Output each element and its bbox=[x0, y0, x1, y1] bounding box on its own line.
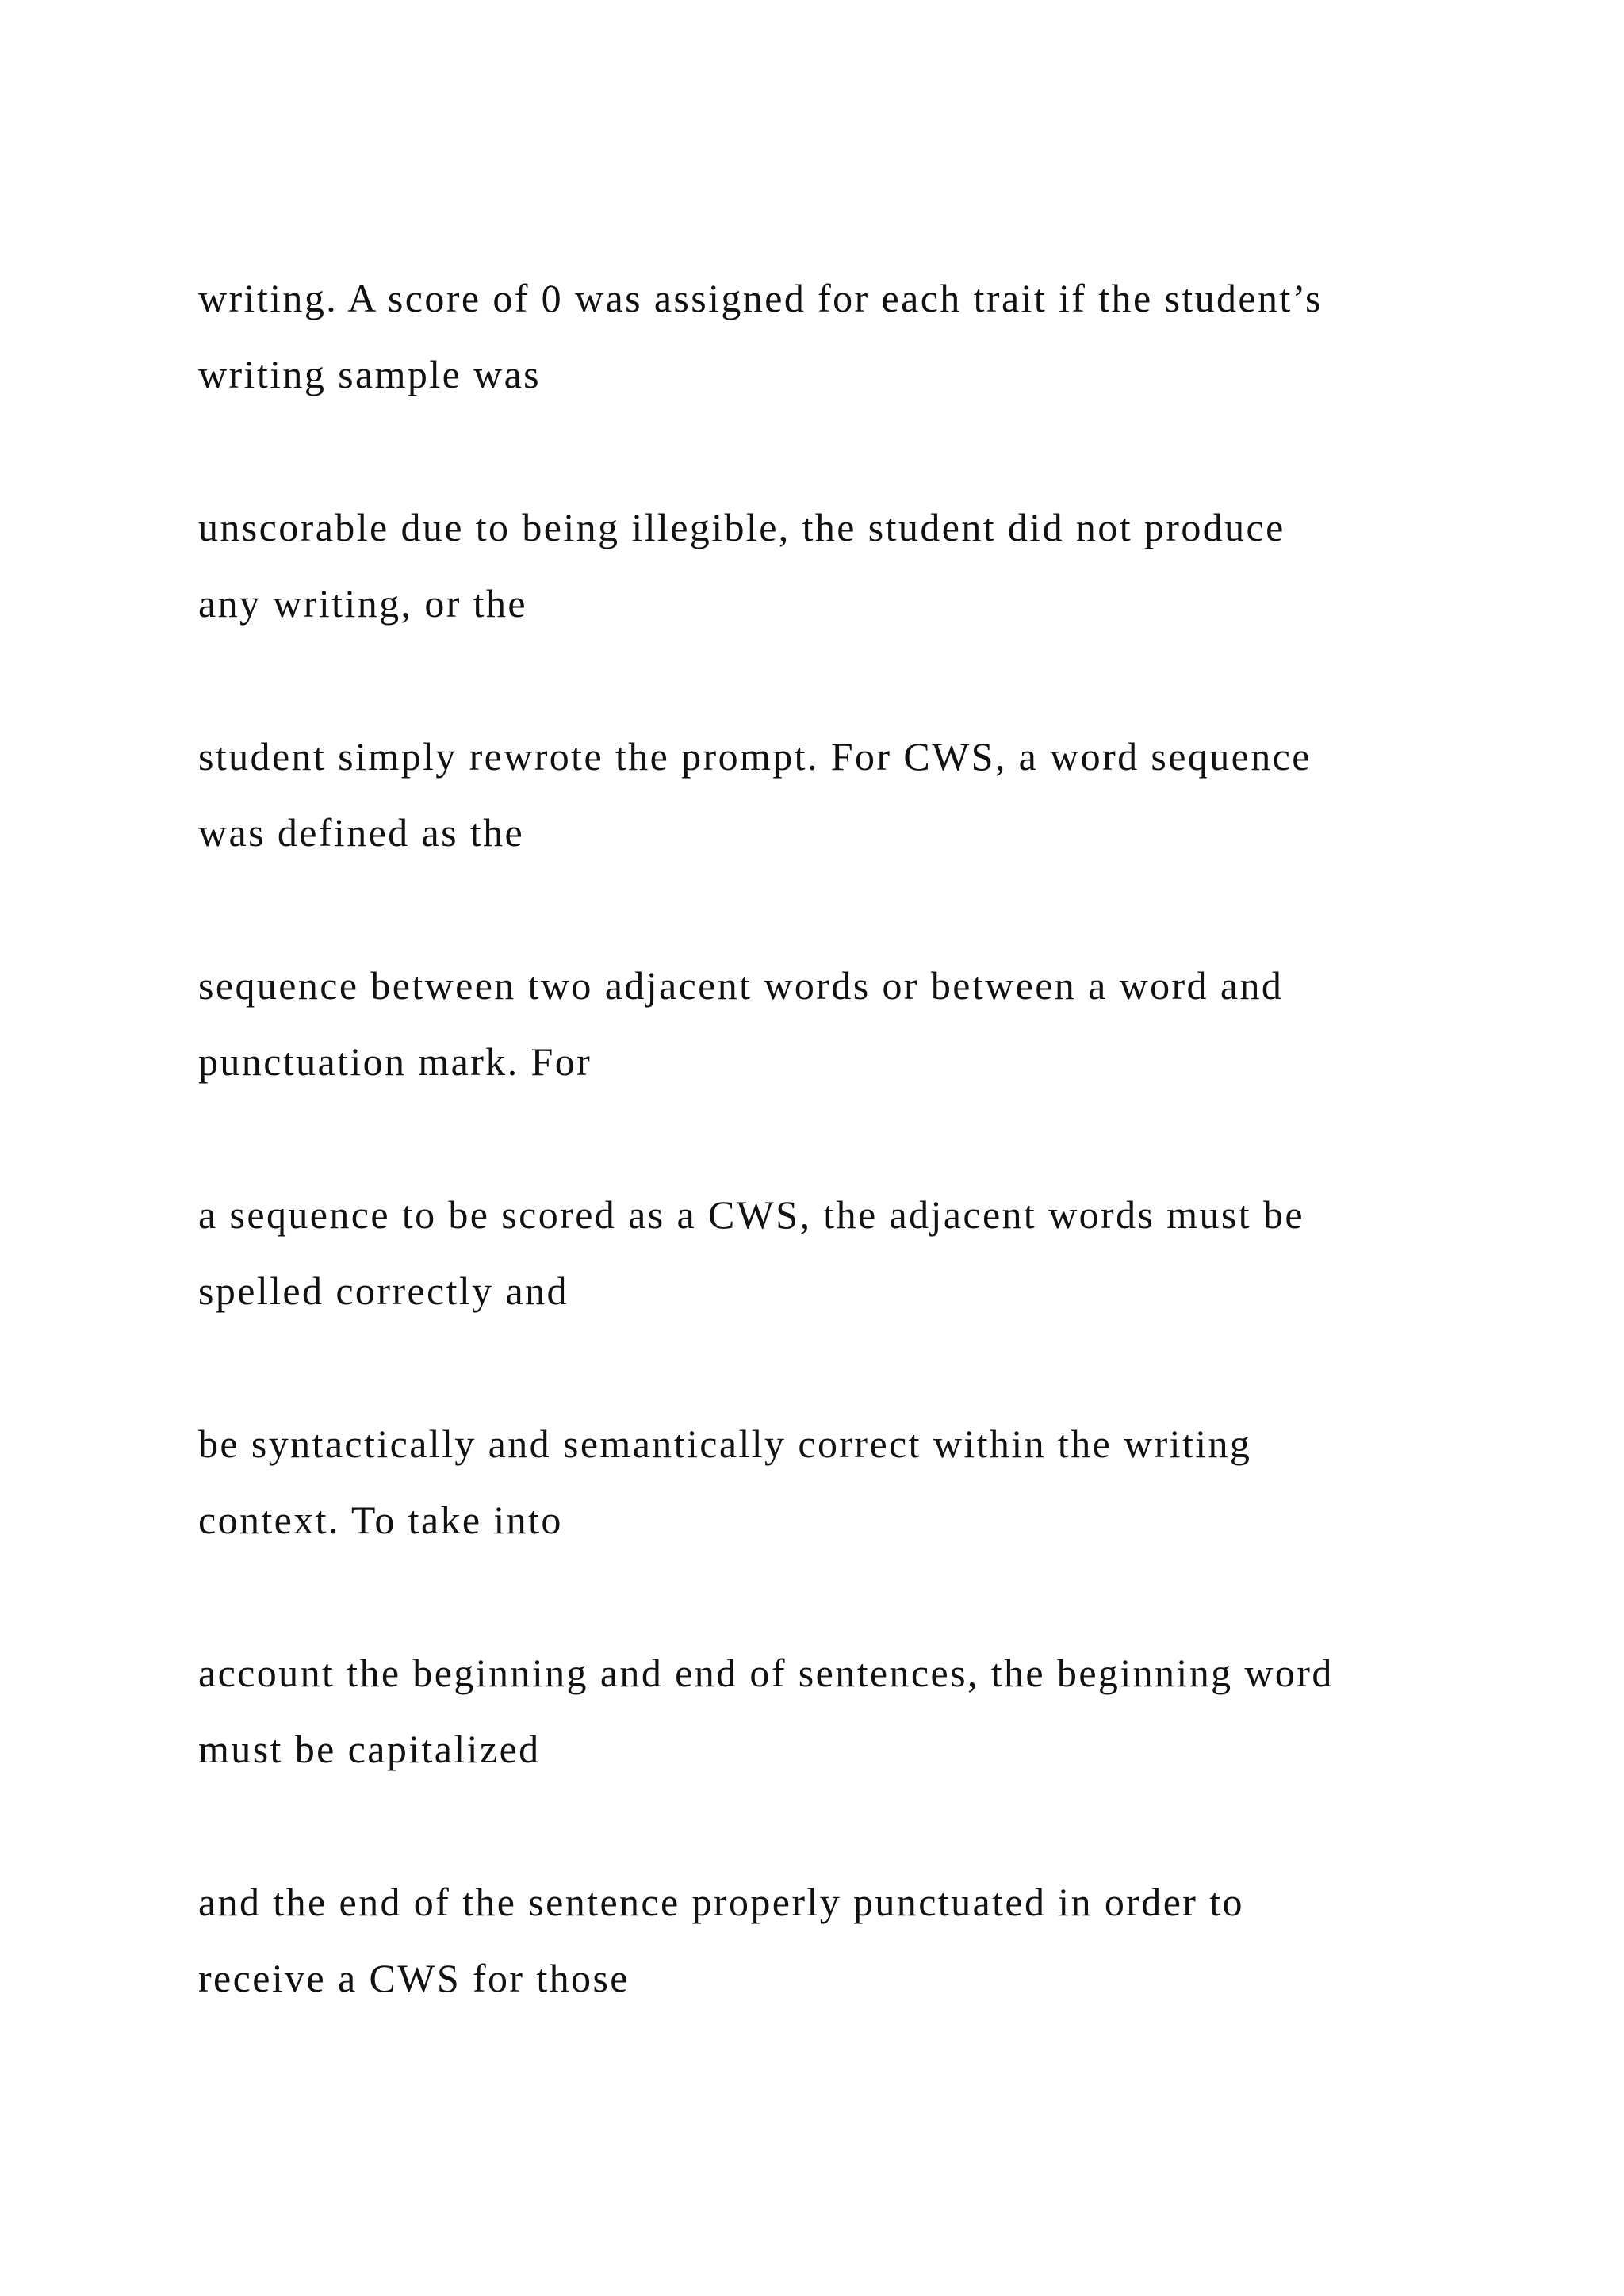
text-line: punctuation mark. For bbox=[198, 1039, 592, 1084]
text-line: any writing, or the bbox=[198, 581, 527, 626]
text-line: student simply rewrote the prompt. For CWS, a word sequence bbox=[198, 734, 1312, 779]
text-line: a sequence to be scored as a CWS, the adjacent words must be bbox=[198, 1192, 1304, 1237]
body-text bbox=[198, 260, 1546, 2093]
text-line: writing sample was bbox=[198, 352, 542, 396]
paragraph bbox=[198, 718, 1546, 871]
paragraph bbox=[198, 947, 1546, 1100]
text-line: writing. A score of 0 was assigned for each trait if the student’s bbox=[198, 276, 1323, 320]
paragraph bbox=[198, 1406, 1546, 1558]
paragraph bbox=[198, 489, 1546, 641]
text-line: account the beginning and end of sentences, the beginning word bbox=[198, 1651, 1334, 1695]
text-line: context. To take into bbox=[198, 1498, 563, 1542]
text-line: receive a CWS for those bbox=[198, 1956, 630, 2000]
paragraph bbox=[198, 260, 1546, 412]
text-line: unscorable due to being illegible, the student did not produce bbox=[198, 505, 1285, 549]
paragraph bbox=[198, 1864, 1546, 2016]
text-line: sequence between two adjacent words or between a word and bbox=[198, 963, 1284, 1008]
paragraph bbox=[198, 1635, 1546, 1787]
text-line: must be capitalized bbox=[198, 1727, 541, 1771]
text-line: spelled correctly and bbox=[198, 1269, 569, 1313]
text-line: and the end of the sentence properly punctuated in order to bbox=[198, 1880, 1244, 1924]
paragraph bbox=[198, 1177, 1546, 1329]
text-line: be syntactically and semantically correct within the writing bbox=[198, 1422, 1252, 1466]
text-line: was defined as the bbox=[198, 810, 525, 855]
